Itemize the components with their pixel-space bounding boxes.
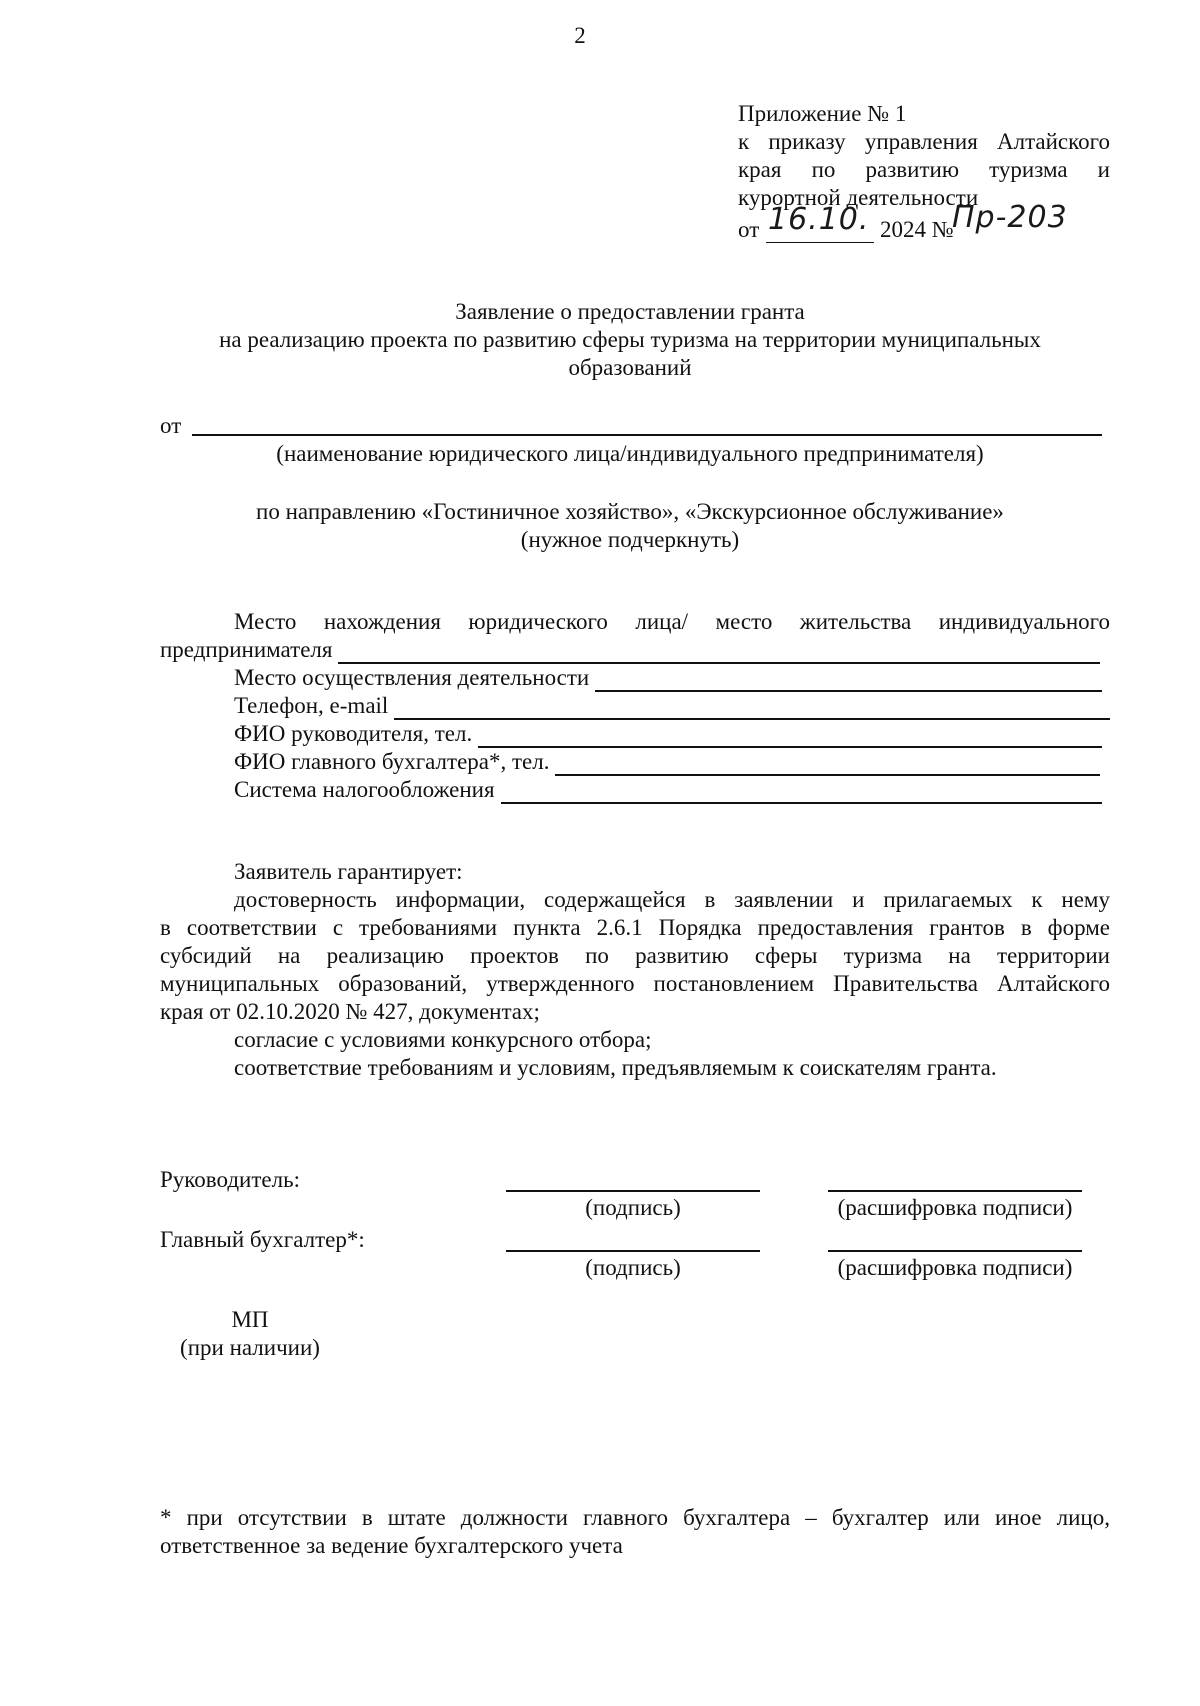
document-title bbox=[150, 298, 1110, 382]
head-signature-caption: (подпись) bbox=[585, 1195, 681, 1220]
accountant-signature-label: Главный бухгалтер*: bbox=[160, 1227, 365, 1252]
from-label: от bbox=[160, 413, 182, 438]
accountant-signature-line[interactable] bbox=[506, 1250, 760, 1252]
accountant-field-row bbox=[234, 748, 1100, 776]
location-line-1: Место нахождения юридического лица/ место жительства индивидуального bbox=[234, 609, 1110, 634]
footnote-line-2: ответственное за ведение бухгалтерского учета bbox=[160, 1533, 623, 1558]
head-label: ФИО руководителя, тел. bbox=[234, 721, 473, 746]
footnote-line-1: * при отсутствии в штате должности главного бухгалтера – бухгалтер или иное лицо, bbox=[160, 1505, 1110, 1530]
title-line-3: образований bbox=[568, 355, 692, 380]
guarantee-p1-line-3: субсидий на реализацию проектов по развитию сферы туризма на территории bbox=[160, 943, 1110, 968]
location-input[interactable] bbox=[338, 640, 1100, 664]
stamp-label: МП bbox=[231, 1307, 269, 1332]
activity-field-row bbox=[234, 664, 1102, 692]
guarantee-heading: Заявитель гарантирует: bbox=[234, 859, 463, 884]
accountant-label: ФИО главного бухгалтера*, тел. bbox=[234, 749, 550, 774]
head-decode-caption: (расшифровка подписи) bbox=[837, 1195, 1073, 1220]
appendix-line-3: края по развитию туризма и bbox=[738, 157, 1110, 182]
tax-input[interactable] bbox=[501, 780, 1102, 804]
guarantee-p3: соответствие требованиям и условиям, предъявляемым к соискателям гранта. bbox=[234, 1055, 997, 1080]
page-number: 2 bbox=[574, 23, 586, 48]
appendix-block bbox=[738, 100, 1110, 244]
accountant-decode-line[interactable] bbox=[828, 1250, 1082, 1252]
accountant-signature-caption: (подпись) bbox=[585, 1255, 681, 1280]
appendix-date-line bbox=[738, 200, 1110, 244]
date-year: 2024 № bbox=[880, 217, 954, 242]
date-prefix: от bbox=[738, 217, 760, 242]
guarantee-p1-line-4: муниципальных образований, утвержденного постановлением Правительства Алтайского bbox=[160, 971, 1110, 996]
applicant-caption: (наименование юридического лица/индивидуального предпринимателя) bbox=[276, 441, 984, 466]
tax-field-row bbox=[234, 776, 1102, 804]
phone-field-row bbox=[234, 692, 1110, 720]
applicant-name-field[interactable] bbox=[192, 434, 1102, 436]
stamp-note: (при наличии) bbox=[180, 1335, 320, 1360]
direction-note: (нужное подчеркнуть) bbox=[520, 527, 740, 552]
guarantee-p1-line-5: края от 02.10.2020 № 427, документах; bbox=[160, 999, 540, 1024]
head-signature-line[interactable] bbox=[506, 1190, 760, 1192]
location-label: предпринимателя bbox=[160, 637, 333, 662]
guarantee-p1-line-2: в соответствии с требованиями пункта 2.6.1 Порядка предоставления грантов в форме bbox=[160, 915, 1110, 940]
phone-input[interactable] bbox=[394, 696, 1110, 720]
guarantee-p2: согласие с условиями конкурсного отбора; bbox=[234, 1027, 652, 1052]
guarantee-p1-line-1: достоверность информации, содержащейся в заявлении и прилагаемых к нему bbox=[234, 887, 1110, 912]
activity-label: Место осуществления деятельности bbox=[234, 665, 590, 690]
accountant-decode-caption: (расшифровка подписи) bbox=[837, 1255, 1073, 1280]
head-decode-line[interactable] bbox=[828, 1190, 1082, 1192]
direction-block bbox=[150, 498, 1110, 554]
head-input[interactable] bbox=[478, 724, 1102, 748]
tax-label: Система налогообложения bbox=[234, 777, 495, 802]
handwritten-date: 16.10. bbox=[768, 202, 870, 237]
head-signature-label: Руководитель: bbox=[160, 1167, 300, 1192]
appendix-line-1: Приложение № 1 bbox=[738, 101, 907, 126]
phone-label: Телефон, e-mail bbox=[234, 693, 389, 718]
accountant-input[interactable] bbox=[555, 752, 1100, 776]
head-field-row bbox=[234, 720, 1102, 748]
appendix-line-4: курортной деятельности bbox=[738, 185, 979, 210]
location-field-row bbox=[160, 636, 1100, 664]
activity-input[interactable] bbox=[595, 668, 1102, 692]
stamp-block bbox=[160, 1306, 340, 1362]
date-underline bbox=[766, 242, 874, 243]
direction-line: по направлению «Гостиничное хозяйство», «Экскурсионное обслуживание» bbox=[256, 499, 1004, 524]
appendix-line-2: к приказу управления Алтайского bbox=[738, 129, 1110, 154]
handwritten-number: Пр-203 bbox=[952, 200, 1068, 235]
title-line-1: Заявление о предоставлении гранта bbox=[455, 299, 805, 324]
title-line-2: на реализацию проекта по развитию сферы туризма на территории муниципальных bbox=[219, 327, 1041, 352]
